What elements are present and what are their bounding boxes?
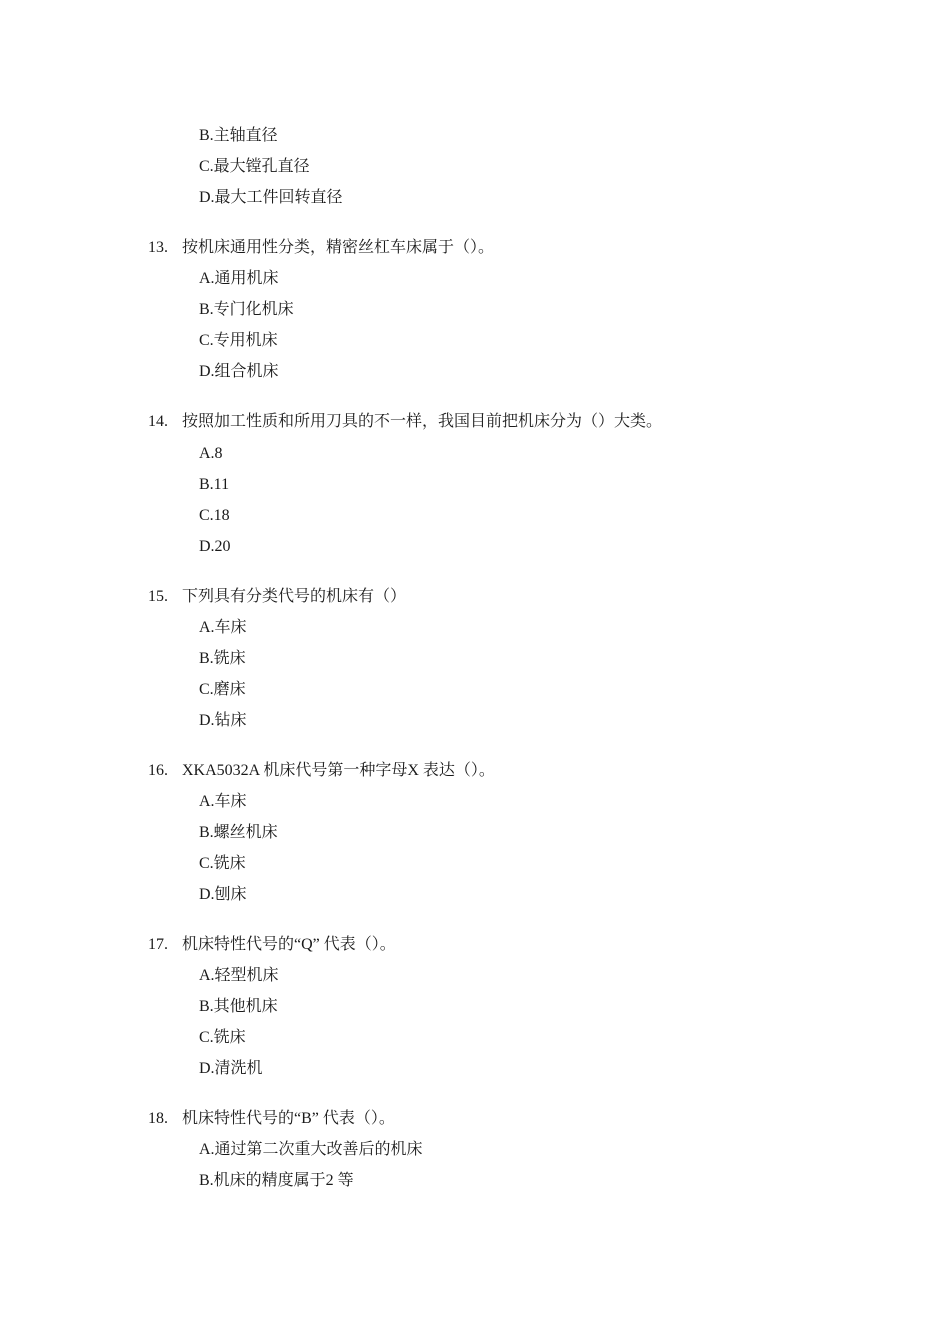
question-text: 下列具有分类代号的机床有（） (182, 588, 407, 605)
option-17-d: D.清洗机 (199, 1060, 263, 1077)
question-text: 按照加工性质和所用刀具的不一样，我国目前把机床分为（）大类。 (182, 413, 663, 430)
question-number: 15. (148, 588, 168, 605)
question-17 (148, 935, 396, 955)
option-15-d: D.钻床 (199, 712, 247, 729)
question-number: 16. (148, 762, 168, 779)
option-12-c: C.最大镗孔直径 (199, 158, 310, 175)
option-16-d: D.刨床 (199, 886, 247, 903)
option-13-b: B.专门化机床 (199, 301, 294, 318)
question-number: 17. (148, 936, 168, 953)
question-14 (148, 412, 662, 432)
option-12-b: B.主轴直径 (199, 127, 278, 144)
question-15 (148, 587, 406, 607)
option-17-c: C.铣床 (199, 1029, 246, 1046)
question-16 (148, 761, 495, 781)
question-text: XKA5032A 机床代号第一种字母X 表达（）。 (182, 762, 495, 779)
question-text: 机床特性代号的“B” 代表（）。 (182, 1110, 395, 1127)
question-number: 14. (148, 413, 168, 430)
option-17-a: A.轻型机床 (199, 967, 279, 984)
option-18-a: A.通过第二次重大改善后的机床 (199, 1141, 423, 1158)
option-15-a: A.车床 (199, 619, 247, 636)
option-13-c: C.专用机床 (199, 332, 278, 349)
option-17-b: B.其他机床 (199, 998, 278, 1015)
option-14-b: B.11 (199, 476, 230, 493)
option-18-b: B.机床的精度属于2 等 (199, 1172, 354, 1189)
question-13 (148, 238, 494, 258)
option-12-d: D.最大工件回转直径 (199, 189, 343, 206)
option-15-b: B.铣床 (199, 650, 246, 667)
option-14-d: D.20 (199, 538, 231, 555)
question-18 (148, 1109, 395, 1129)
option-16-a: A.车床 (199, 793, 247, 810)
question-number: 13. (148, 239, 168, 256)
question-text: 机床特性代号的“Q” 代表（）。 (182, 936, 396, 953)
option-14-c: C.18 (199, 507, 230, 524)
option-13-d: D.组合机床 (199, 363, 279, 380)
option-13-a: A.通用机床 (199, 270, 279, 287)
option-16-c: C.铣床 (199, 855, 246, 872)
question-number: 18. (148, 1110, 168, 1127)
option-16-b: B.螺丝机床 (199, 824, 278, 841)
option-15-c: C.磨床 (199, 681, 246, 698)
option-14-a: A.8 (199, 445, 223, 462)
question-text: 按机床通用性分类，精密丝杠车床属于（）。 (182, 239, 495, 256)
